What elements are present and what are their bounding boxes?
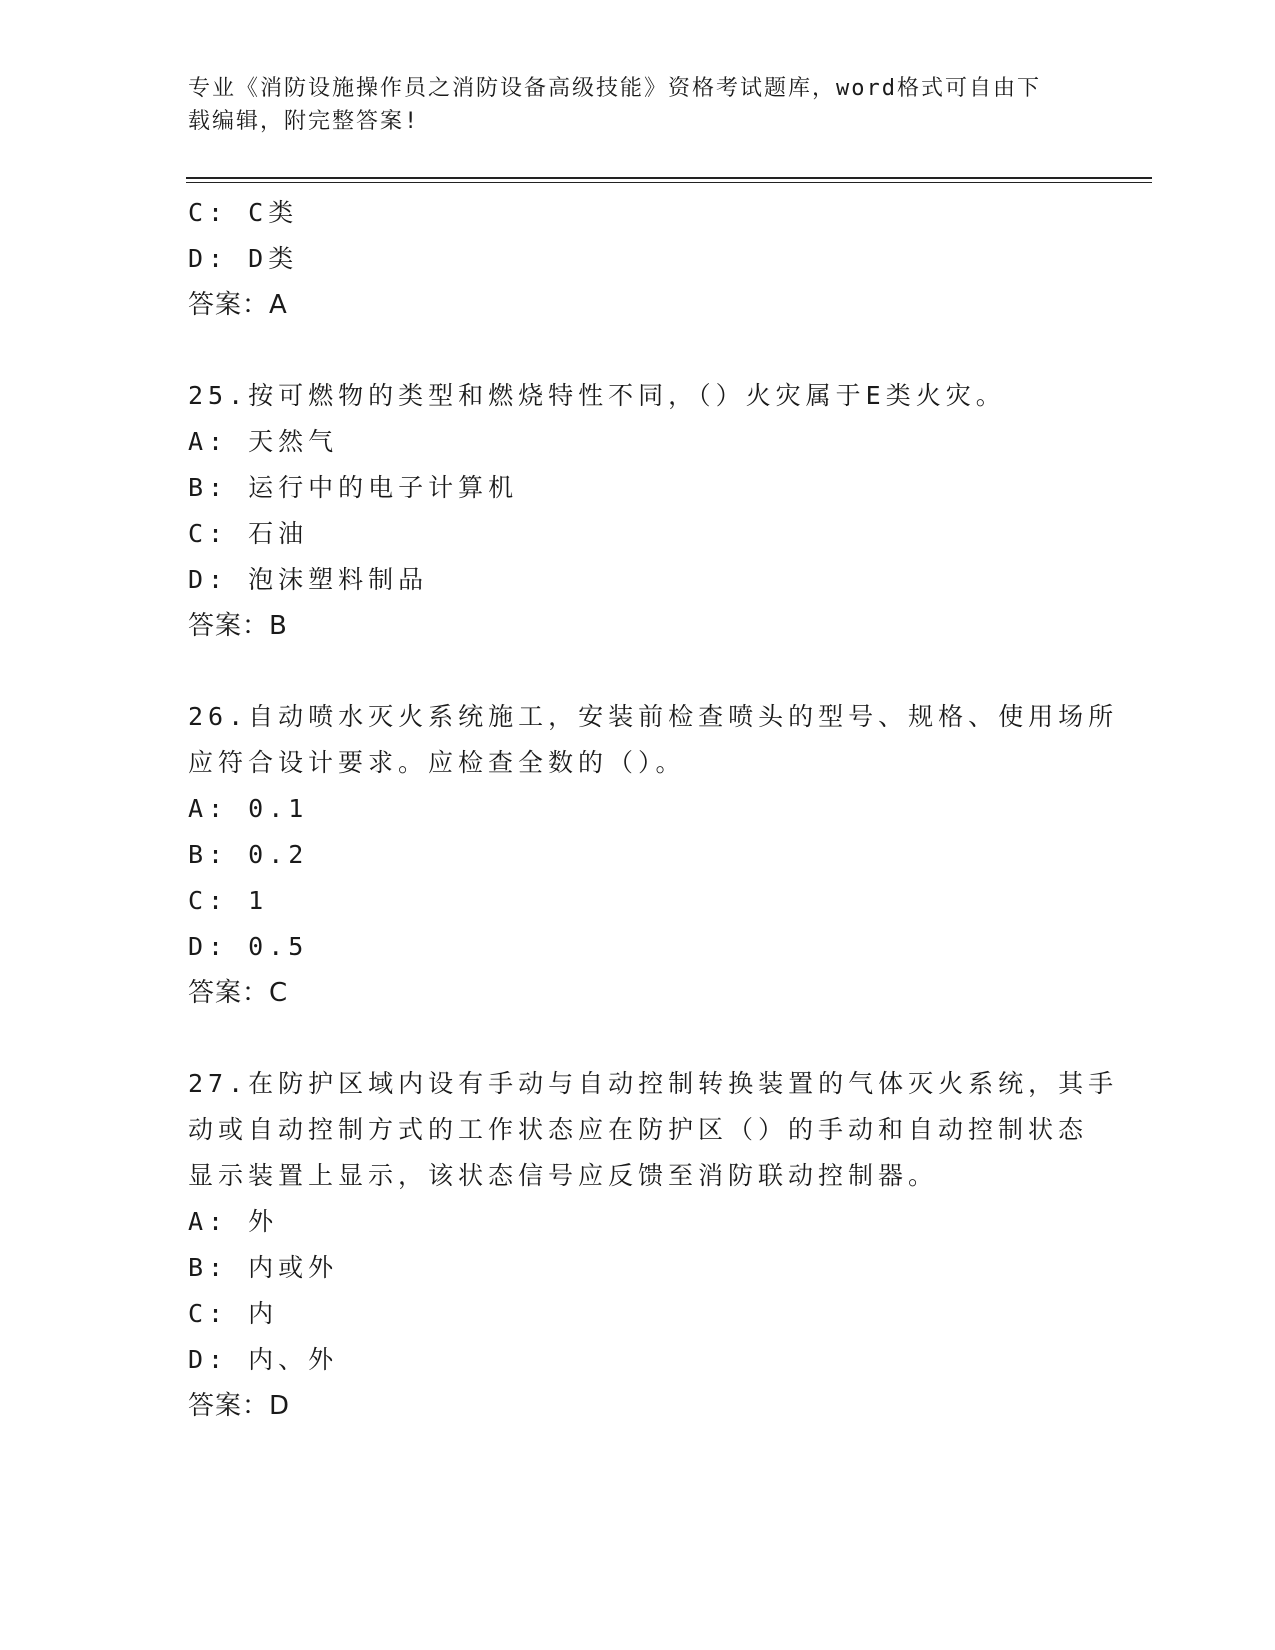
- question-block-prev: [188, 190, 1088, 328]
- option-a: A: 0.1: [188, 794, 309, 823]
- question-stem: 25.按可燃物的类型和燃烧特性不同，（）火灾属于E类火灾。: [188, 381, 1006, 410]
- header-line-2: 载编辑，附完整答案!: [188, 109, 420, 134]
- header-divider-thin: [186, 182, 1152, 183]
- option-d: D: 泡沫塑料制品: [188, 565, 429, 594]
- option-c: C: 内: [188, 1299, 279, 1328]
- option-c: C: C类: [188, 198, 299, 227]
- option-c: C: 1: [188, 886, 269, 915]
- answer-line: 答案：D: [188, 1391, 291, 1421]
- option-b: B: 0.2: [188, 840, 309, 869]
- question-stem-line-2: 应符合设计要求。应检查全数的（）。: [188, 748, 686, 777]
- document-header: [188, 72, 1068, 138]
- answer-line: 答案：B: [188, 611, 288, 641]
- option-d: D: D类: [188, 244, 299, 273]
- question-block-27: [188, 1061, 1119, 1429]
- option-a: A: 天然气: [188, 427, 339, 456]
- option-b: B: 运行中的电子计算机: [188, 473, 519, 502]
- header-line-1: 专业《消防设施操作员之消防设备高级技能》资格考试题库，word格式可自由下: [188, 76, 1041, 101]
- question-block-26: [188, 694, 1119, 1016]
- question-block-25: [188, 373, 1088, 649]
- question-stem-line-1: 27.在防护区域内设有手动与自动控制转换装置的气体灭火系统，其手: [188, 1069, 1119, 1098]
- header-divider-thick: [186, 177, 1152, 179]
- option-a: A: 外: [188, 1207, 279, 1236]
- answer-line: 答案：A: [188, 290, 288, 320]
- question-stem-line-1: 26.自动喷水灭火系统施工，安装前检查喷头的型号、规格、使用场所: [188, 702, 1119, 731]
- question-list: [188, 190, 1119, 1429]
- answer-line: 答案：C: [188, 978, 289, 1008]
- option-d: D: 内、外: [188, 1345, 339, 1374]
- option-b: B: 内或外: [188, 1253, 339, 1282]
- option-c: C: 石油: [188, 519, 309, 548]
- question-stem-line-2: 动或自动控制方式的工作状态应在防护区（）的手动和自动控制状态: [188, 1115, 1089, 1144]
- question-stem-line-3: 显示装置上显示，该状态信号应反馈至消防联动控制器。: [188, 1161, 939, 1190]
- option-d: D: 0.5: [188, 932, 309, 961]
